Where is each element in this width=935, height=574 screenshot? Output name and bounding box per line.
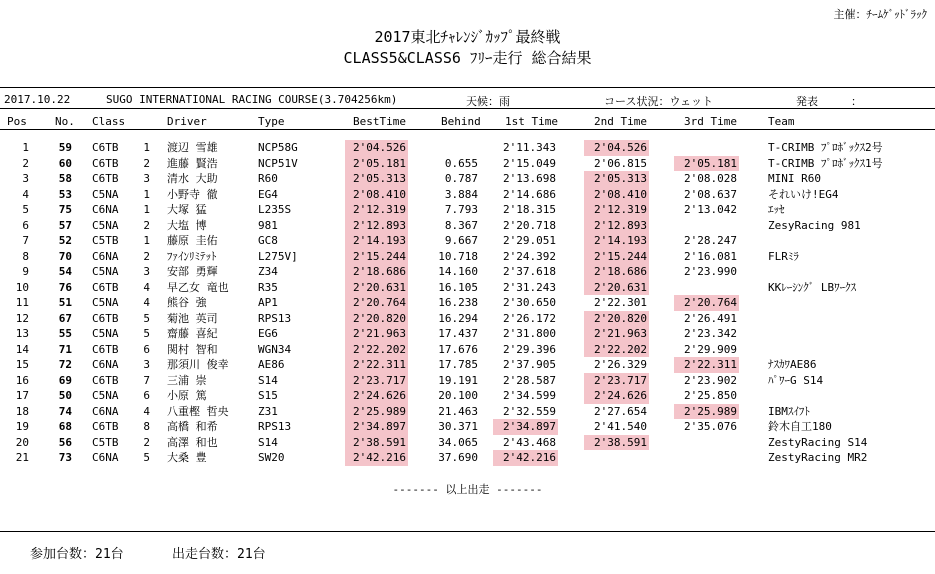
team-cell: ﾅｽｶﾜAE86 xyxy=(768,358,817,371)
third-time-cell: 2'08.637 xyxy=(684,187,737,201)
team-cell: ﾊﾟﾜｰG S14 xyxy=(768,373,824,387)
third-time-cell: 2'35.076 xyxy=(684,420,737,433)
driver-cell: 藤原 圭佑 xyxy=(167,234,218,247)
team-cell: 鈴木自工180 xyxy=(768,420,832,433)
table-row xyxy=(0,140,935,156)
class-pos-cell: 1 xyxy=(143,187,150,201)
third-time-cell: 2'13.042 xyxy=(684,203,737,216)
second-time-cell: 2'06.815 xyxy=(594,156,647,170)
best-time-cell: 2'20.764 xyxy=(353,296,406,309)
car-number-cell: 71 xyxy=(58,342,72,356)
pos-cell: 8 xyxy=(22,249,29,263)
car-type-cell: S15 xyxy=(258,389,278,402)
col-header-2nd-time: 2nd Time xyxy=(594,115,647,128)
table-row xyxy=(0,419,935,435)
class-cell: C6TB xyxy=(92,280,119,294)
class-pos-cell: 2 xyxy=(143,435,150,449)
car-type-cell: AP1 xyxy=(258,296,278,309)
first-time-cell: 2'32.559 xyxy=(503,404,556,418)
second-time-cell: 2'26.329 xyxy=(594,358,647,371)
second-time-cell: 2'15.244 xyxy=(594,249,647,263)
second-time-cell: 2'04.526 xyxy=(594,141,647,154)
behind-cell: 16.294 xyxy=(438,311,478,325)
car-type-cell: GC8 xyxy=(258,234,278,247)
behind-cell: 20.100 xyxy=(438,389,478,402)
pos-cell: 9 xyxy=(22,265,29,278)
pos-cell: 13 xyxy=(15,327,29,340)
behind-cell: 37.690 xyxy=(438,451,478,464)
table-row xyxy=(0,187,935,203)
class-pos-cell: 6 xyxy=(143,389,150,402)
session-title: CLASS5&CLASS6 ﾌﾘｰ走行 総合結果 xyxy=(343,49,592,67)
driver-cell: 高澤 和也 xyxy=(167,435,218,449)
behind-cell: 14.160 xyxy=(438,265,478,278)
class-pos-cell: 4 xyxy=(143,296,150,309)
class-pos-cell: 2 xyxy=(143,156,150,170)
behind-cell: 34.065 xyxy=(438,435,478,449)
team-cell: MINI R60 xyxy=(768,172,821,185)
pos-cell: 18 xyxy=(15,404,29,418)
col-header-3rd-time: 3rd Time xyxy=(684,115,737,128)
class-cell: C5TB xyxy=(92,234,119,247)
behind-cell: 21.463 xyxy=(438,404,478,418)
team-cell: ZesyRacing 981 xyxy=(768,218,861,232)
first-time-cell: 2'30.650 xyxy=(503,296,556,309)
team-cell xyxy=(768,388,933,404)
car-number-cell: 59 xyxy=(58,141,72,154)
class-cell: C6NA xyxy=(92,358,119,371)
best-time-cell: 2'22.202 xyxy=(353,342,406,356)
weather-label: 天候：雨 xyxy=(466,95,510,108)
behind-cell: 9.667 xyxy=(444,234,478,247)
driver-cell: 高橋 和希 xyxy=(167,420,218,433)
behind-cell: 3.884 xyxy=(444,187,478,201)
best-time-cell: 2'05.313 xyxy=(353,172,406,185)
third-time-cell: 2'05.181 xyxy=(684,156,737,170)
first-time-cell: 2'18.315 xyxy=(503,203,556,216)
event-title: 2017東北ﾁｬﾚﾝｼﾞｶｯﾌﾟ最終戦 xyxy=(374,28,561,46)
best-time-cell: 2'18.686 xyxy=(353,265,406,278)
best-time-cell: 2'22.311 xyxy=(353,358,406,371)
pos-cell: 16 xyxy=(15,373,29,387)
third-time-cell: 2'29.909 xyxy=(684,342,737,356)
behind-cell: 30.371 xyxy=(438,420,478,433)
third-time-cell xyxy=(675,140,737,156)
third-time-cell xyxy=(675,435,737,451)
class-pos-cell: 5 xyxy=(143,451,150,464)
second-time-cell: 2'27.654 xyxy=(594,404,647,418)
car-number-cell: 72 xyxy=(58,358,72,371)
car-number-cell: 69 xyxy=(58,373,72,387)
car-number-cell: 57 xyxy=(58,218,72,232)
car-number-cell: 67 xyxy=(58,311,72,325)
first-time-cell: 2'42.216 xyxy=(503,451,556,464)
behind-cell: 8.367 xyxy=(444,218,478,232)
table-row xyxy=(0,404,935,420)
second-time-cell: 2'41.540 xyxy=(594,420,647,433)
class-pos-cell: 5 xyxy=(143,327,150,340)
team-cell: それいけ!EG4 xyxy=(768,187,839,201)
second-time-cell: 2'22.202 xyxy=(594,342,647,356)
col-header-1st-time: 1st Time xyxy=(505,115,558,128)
footer-divider xyxy=(0,531,935,532)
car-type-cell: L235S xyxy=(258,203,292,216)
pos-cell: 10 xyxy=(15,280,29,294)
car-type-cell: WGN34 xyxy=(258,342,292,356)
table-row xyxy=(0,342,935,358)
car-type-cell: L275V] xyxy=(258,249,298,263)
car-number-cell: 51 xyxy=(58,296,72,309)
third-time-cell: 2'22.311 xyxy=(684,358,737,371)
first-time-cell: 2'14.686 xyxy=(503,187,556,201)
car-number-cell: 55 xyxy=(58,327,72,340)
pos-cell: 17 xyxy=(15,389,29,402)
class-pos-cell: 7 xyxy=(143,373,150,387)
car-number-cell: 60 xyxy=(58,156,72,170)
table-row xyxy=(0,450,935,466)
car-number-cell: 56 xyxy=(58,435,72,449)
class-cell: C6TB xyxy=(92,141,119,154)
col-header-class: Class xyxy=(92,115,126,128)
third-time-cell xyxy=(675,280,737,296)
class-pos-cell: 3 xyxy=(143,172,150,185)
class-cell: C6NA xyxy=(92,404,119,418)
class-pos-cell: 4 xyxy=(143,404,150,418)
driver-cell: 早乙女 竜也 xyxy=(167,280,229,294)
car-number-cell: 50 xyxy=(58,389,72,402)
second-time-cell: 2'08.410 xyxy=(594,187,647,201)
third-time-cell: 2'25.850 xyxy=(684,389,737,402)
car-type-cell: R60 xyxy=(258,172,278,185)
first-time-cell: 2'24.392 xyxy=(503,249,556,263)
best-time-cell: 2'20.631 xyxy=(353,280,406,294)
second-time-cell: 2'12.893 xyxy=(594,218,647,232)
car-type-cell: NCP58G xyxy=(258,141,298,154)
car-type-cell: R35 xyxy=(258,280,278,294)
driver-cell: 大桑 豊 xyxy=(167,451,207,464)
second-time-cell: 2'38.591 xyxy=(594,435,647,449)
car-number-cell: 74 xyxy=(58,404,72,418)
pos-cell: 12 xyxy=(15,311,29,325)
behind-cell: 19.191 xyxy=(438,373,478,387)
behind-cell: 16.105 xyxy=(438,280,478,294)
col-header-pos: Pos xyxy=(7,115,27,128)
organizer-label: 主催：ﾁｰﾑｹﾞｯﾄﾞﾗｯｸ xyxy=(833,8,927,21)
behind-cell: 17.785 xyxy=(438,358,478,371)
best-time-cell: 2'25.989 xyxy=(353,404,406,418)
first-time-cell: 2'31.243 xyxy=(503,280,556,294)
pos-cell: 1 xyxy=(22,141,29,154)
class-cell: C6TB xyxy=(92,156,119,170)
best-time-cell: 2'38.591 xyxy=(353,435,406,449)
class-pos-cell: 5 xyxy=(143,311,150,325)
first-time-cell: 2'29.051 xyxy=(503,234,556,247)
class-cell: C6NA xyxy=(92,451,119,464)
driver-cell: 関村 智和 xyxy=(167,342,218,356)
driver-cell: 大塩 博 xyxy=(167,218,207,232)
car-type-cell: S14 xyxy=(258,435,278,449)
second-time-cell: 2'14.193 xyxy=(594,234,647,247)
best-time-cell: 2'21.963 xyxy=(353,327,406,340)
behind-cell: 0.787 xyxy=(444,172,478,185)
class-pos-cell: 3 xyxy=(143,358,150,371)
behind-cell: 17.676 xyxy=(438,342,478,356)
table-row xyxy=(0,218,935,234)
driver-cell: 八重樫 哲央 xyxy=(167,404,229,418)
car-type-cell: SW20 xyxy=(258,451,285,464)
pos-cell: 15 xyxy=(15,358,29,371)
second-time-cell: 2'22.301 xyxy=(594,296,647,309)
table-row xyxy=(0,280,935,296)
best-time-cell: 2'23.717 xyxy=(353,373,406,387)
second-time-cell: 2'21.963 xyxy=(594,327,647,340)
first-time-cell: 2'11.343 xyxy=(503,141,556,154)
best-time-cell: 2'20.820 xyxy=(353,311,406,325)
behind-cell: 7.793 xyxy=(444,203,478,216)
behind-cell: 0.655 xyxy=(444,156,478,170)
best-time-cell: 2'14.193 xyxy=(353,234,406,247)
end-note: ------- 以上出走 ------- xyxy=(392,483,543,496)
car-type-cell: EG6 xyxy=(258,327,278,340)
pos-cell: 7 xyxy=(22,234,29,247)
first-time-cell: 2'15.049 xyxy=(503,156,556,170)
best-time-cell: 2'15.244 xyxy=(353,249,406,263)
second-time-cell: 2'20.820 xyxy=(594,311,647,325)
driver-cell: 三浦 崇 xyxy=(167,373,207,387)
driver-cell: 小原 篤 xyxy=(167,389,207,402)
table-row xyxy=(0,311,935,327)
class-pos-cell: 1 xyxy=(143,234,150,247)
driver-cell: 渡辺 雪雄 xyxy=(167,141,218,154)
first-time-cell: 2'29.396 xyxy=(503,342,556,356)
second-time-cell: 2'18.686 xyxy=(594,265,647,278)
table-row xyxy=(0,373,935,389)
car-type-cell: Z34 xyxy=(258,265,278,278)
class-cell: C5NA xyxy=(92,296,119,309)
driver-cell: 齋藤 喜紀 xyxy=(167,327,218,340)
best-time-cell: 2'05.181 xyxy=(353,156,406,170)
second-time-cell: 2'12.319 xyxy=(594,203,647,216)
table-row xyxy=(0,264,935,280)
third-time-cell xyxy=(675,218,737,234)
car-type-cell: NCP51V xyxy=(258,156,298,170)
class-cell: C6NA xyxy=(92,203,119,216)
first-time-cell: 2'34.599 xyxy=(503,389,556,402)
class-cell: C6NA xyxy=(92,249,119,263)
car-type-cell: Z31 xyxy=(258,404,278,418)
pos-cell: 19 xyxy=(15,420,29,433)
team-cell: FLRﾐﾗ xyxy=(768,249,799,263)
entries-count: 参加台数：21台 xyxy=(30,547,124,562)
table-row xyxy=(0,388,935,404)
course-name: SUGO INTERNATIONAL RACING COURSE(3.704256km) xyxy=(106,93,398,106)
behind-cell: 16.238 xyxy=(438,296,478,309)
second-time-cell: 2'23.717 xyxy=(594,373,647,387)
car-number-cell: 75 xyxy=(58,203,72,216)
third-time-cell: 2'08.028 xyxy=(684,172,737,185)
table-row xyxy=(0,249,935,265)
car-number-cell: 68 xyxy=(58,420,72,433)
third-time-cell: 2'23.990 xyxy=(684,265,737,278)
first-time-cell: 2'37.905 xyxy=(503,358,556,371)
car-type-cell: S14 xyxy=(258,373,278,387)
table-row xyxy=(0,233,935,249)
info-top-divider xyxy=(0,87,935,88)
team-cell xyxy=(768,295,933,311)
col-header-behind: Behind xyxy=(441,115,481,128)
best-time-cell: 2'12.893 xyxy=(353,218,406,232)
first-time-cell: 2'34.897 xyxy=(503,420,556,433)
first-time-cell: 2'37.618 xyxy=(503,265,556,278)
driver-cell: 那須川 俊幸 xyxy=(167,358,229,371)
pos-cell: 6 xyxy=(22,218,29,232)
col-header-team: Team xyxy=(768,115,795,128)
class-cell: C6TB xyxy=(92,373,119,387)
header-divider xyxy=(0,129,935,130)
col-header-type: Type xyxy=(258,115,285,128)
car-type-cell: RPS13 xyxy=(258,311,292,325)
table-row xyxy=(0,156,935,172)
class-cell: C5NA xyxy=(92,327,119,340)
first-time-cell: 2'28.587 xyxy=(503,373,556,387)
team-cell: ZestyRacing S14 xyxy=(768,435,868,449)
driver-cell: 大塚 猛 xyxy=(167,203,207,216)
car-type-cell: 981 xyxy=(258,218,278,232)
pos-cell: 21 xyxy=(15,451,29,464)
third-time-cell: 2'23.342 xyxy=(684,327,737,340)
class-cell: C5NA xyxy=(92,218,119,232)
team-cell: T-CRIMB ﾌﾟﾛﾎﾞｯｸｽ1号 xyxy=(768,156,883,170)
team-cell: KKﾚｰｼﾝｸﾞ LBﾜｰｸｽ xyxy=(768,280,857,294)
class-cell: C5NA xyxy=(92,265,119,278)
class-pos-cell: 2 xyxy=(143,249,150,263)
first-time-cell: 2'26.172 xyxy=(503,311,556,325)
behind-cell: 10.718 xyxy=(438,249,478,263)
table-row xyxy=(0,171,935,187)
team-cell: T-CRIMB ﾌﾟﾛﾎﾞｯｸｽ2号 xyxy=(768,141,883,154)
first-time-cell: 2'43.468 xyxy=(503,435,556,449)
class-pos-cell: 8 xyxy=(143,420,150,433)
first-time-cell: 2'20.718 xyxy=(503,218,556,232)
third-time-cell: 2'25.989 xyxy=(684,404,737,418)
third-time-cell: 2'28.247 xyxy=(684,234,737,247)
pos-cell: 11 xyxy=(15,296,29,309)
class-cell: C6TB xyxy=(92,172,119,185)
second-time-cell: 2'20.631 xyxy=(594,280,647,294)
team-cell xyxy=(768,264,933,280)
third-time-cell: 2'26.491 xyxy=(684,311,737,325)
best-time-cell: 2'42.216 xyxy=(353,451,406,464)
behind-cell xyxy=(420,140,478,156)
car-number-cell: 73 xyxy=(58,451,72,464)
pos-cell: 2 xyxy=(22,156,29,170)
table-row xyxy=(0,435,935,451)
best-time-cell: 2'24.626 xyxy=(353,389,406,402)
event-date: 2017.10.22 xyxy=(4,93,71,106)
table-row xyxy=(0,357,935,373)
first-time-cell: 2'31.800 xyxy=(503,327,556,340)
best-time-cell: 2'08.410 xyxy=(353,187,406,201)
pos-cell: 4 xyxy=(22,187,29,201)
third-time-cell xyxy=(675,450,737,466)
class-cell: C6TB xyxy=(92,342,119,356)
car-number-cell: 58 xyxy=(58,172,72,185)
class-pos-cell: 3 xyxy=(143,265,150,278)
table-row xyxy=(0,202,935,218)
driver-cell: 小野寺 徹 xyxy=(167,187,218,201)
third-time-cell: 2'16.081 xyxy=(684,249,737,263)
table-row xyxy=(0,295,935,311)
class-cell: C6TB xyxy=(92,420,119,433)
info-bottom-divider xyxy=(0,108,935,109)
team-cell xyxy=(768,311,933,327)
class-cell: C6TB xyxy=(92,311,119,325)
behind-cell: 17.437 xyxy=(438,327,478,340)
class-pos-cell: 2 xyxy=(143,218,150,232)
class-cell: C5TB xyxy=(92,435,119,449)
driver-cell: ﾌｧｲﾝﾘﾐﾃｯﾄ xyxy=(167,249,217,263)
class-cell: C5NA xyxy=(92,187,119,201)
second-time-cell xyxy=(585,450,647,466)
driver-cell: 安部 勇輝 xyxy=(167,265,218,278)
team-cell: ZestyRacing MR2 xyxy=(768,451,868,464)
first-time-cell: 2'13.698 xyxy=(503,172,556,185)
best-time-cell: 2'34.897 xyxy=(353,420,406,433)
best-time-cell: 2'12.319 xyxy=(353,203,406,216)
driver-cell: 清水 大助 xyxy=(167,172,218,185)
team-cell: IBMｽｲﾌﾄ xyxy=(768,404,810,418)
col-header-driver: Driver xyxy=(167,115,207,128)
team-cell xyxy=(768,342,933,358)
second-time-cell: 2'24.626 xyxy=(594,389,647,402)
car-number-cell: 76 xyxy=(58,280,72,294)
class-pos-cell: 4 xyxy=(143,280,150,294)
car-type-cell: EG4 xyxy=(258,187,278,201)
car-type-cell: AE86 xyxy=(258,358,285,371)
pos-cell: 5 xyxy=(22,203,29,216)
pos-cell: 3 xyxy=(22,172,29,185)
class-pos-cell: 6 xyxy=(143,342,150,356)
pos-cell: 20 xyxy=(15,435,29,449)
third-time-cell: 2'23.902 xyxy=(684,373,737,387)
team-cell xyxy=(768,326,933,342)
starters-count: 出走台数：21台 xyxy=(172,547,266,562)
course-condition-label: コース状況：ウェット xyxy=(604,95,714,108)
pos-cell: 14 xyxy=(15,342,29,356)
second-time-cell: 2'05.313 xyxy=(594,172,647,185)
car-number-cell: 70 xyxy=(58,249,72,263)
team-cell: ｴｯｾ xyxy=(768,203,785,216)
driver-cell: 菊池 英司 xyxy=(167,311,218,325)
class-pos-cell: 1 xyxy=(143,141,150,154)
car-number-cell: 54 xyxy=(58,265,72,278)
col-header-no: No. xyxy=(55,115,75,128)
col-header-best-time: BestTime xyxy=(353,115,406,128)
car-type-cell: RPS13 xyxy=(258,420,292,433)
table-row xyxy=(0,326,935,342)
car-number-cell: 52 xyxy=(58,234,72,247)
driver-cell: 進藤 賢浩 xyxy=(167,156,218,170)
driver-cell: 熊谷 強 xyxy=(167,296,207,309)
announcement-label: 発表 ： xyxy=(796,95,862,108)
best-time-cell: 2'04.526 xyxy=(353,141,406,154)
third-time-cell: 2'20.764 xyxy=(684,296,737,309)
class-cell: C5NA xyxy=(92,389,119,402)
class-pos-cell: 1 xyxy=(143,203,150,216)
car-number-cell: 53 xyxy=(58,187,72,201)
team-cell xyxy=(768,233,933,249)
